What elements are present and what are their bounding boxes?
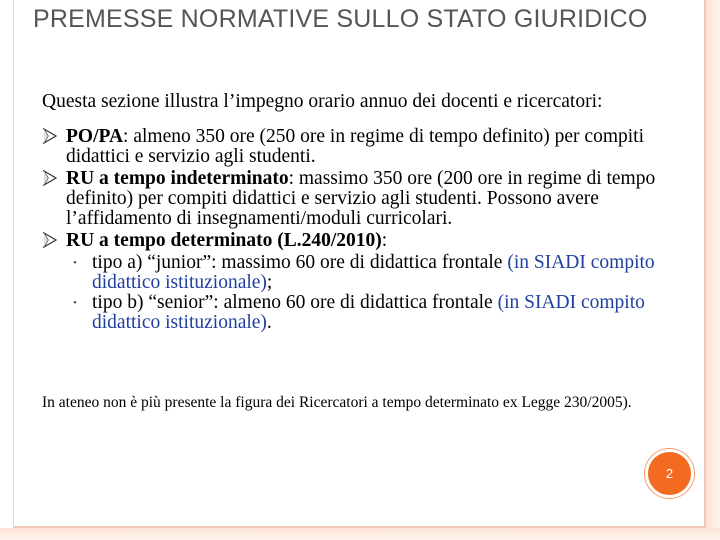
arrow-bullet-icon: [42, 170, 58, 186]
sub-item-end: .: [266, 312, 272, 333]
slide-frame-bottom-band: [0, 528, 720, 540]
slide-frame-right-band: [706, 0, 720, 540]
sub-item-siadi-note: (in SIADI compito didattico istituzionale): [92, 292, 645, 333]
footnote: In ateneo non è più presente la figura dei Ricercatori a tempo determinato ex Legge 230/2005).: [42, 394, 632, 411]
slide-title: PREMESSE NORMATIVE SULLO STATO GIURIDICO: [33, 5, 648, 33]
item-text: : massimo 350 ore (200 ore in regime di tempo definito) per compiti didattici e servizio agli studenti. Possono avere l’affidamento di insegnamenti/moduli curricolari.: [66, 168, 656, 229]
slide-frame-left-line: [13, 0, 14, 528]
dot-bullet-icon: •: [73, 257, 77, 269]
item-text: : almeno 350 ore (250 ore in regime di tempo definito) per compiti didattici e servizio agli studenti.: [66, 126, 644, 167]
item-label: RU a tempo determinato (L.240/2010): [66, 230, 382, 251]
arrow-bullet-icon: [42, 232, 58, 248]
item-label: RU a tempo indeterminato: [66, 168, 289, 189]
page-number-badge: 2: [645, 449, 694, 498]
sub-item-junior: [66, 253, 662, 293]
sub-item-text: tipo a) “junior”: massimo 60 ore di didattica frontale: [92, 252, 508, 273]
arrow-bullet-icon: [42, 128, 58, 144]
list-item-ru-indeterminato: [42, 169, 662, 229]
sub-item-senior: [66, 293, 662, 333]
list-item-ru-determinato: [42, 231, 662, 251]
sub-item-end: ;: [266, 272, 273, 293]
list-item-po-pa: [42, 127, 662, 167]
item-text: :: [381, 230, 388, 251]
bullet-list: [42, 127, 662, 333]
intro-text: Questa sezione illustra l’impegno orario annuo dei docenti e ricercatori:: [42, 91, 603, 112]
item-label: PO/PA: [66, 126, 124, 147]
dot-bullet-icon: •: [73, 297, 77, 309]
sub-item-siadi-note: (in SIADI compito didattico istituzionale): [92, 252, 655, 293]
sub-item-text: tipo b) “senior”: almeno 60 ore di didattica frontale: [92, 292, 498, 313]
